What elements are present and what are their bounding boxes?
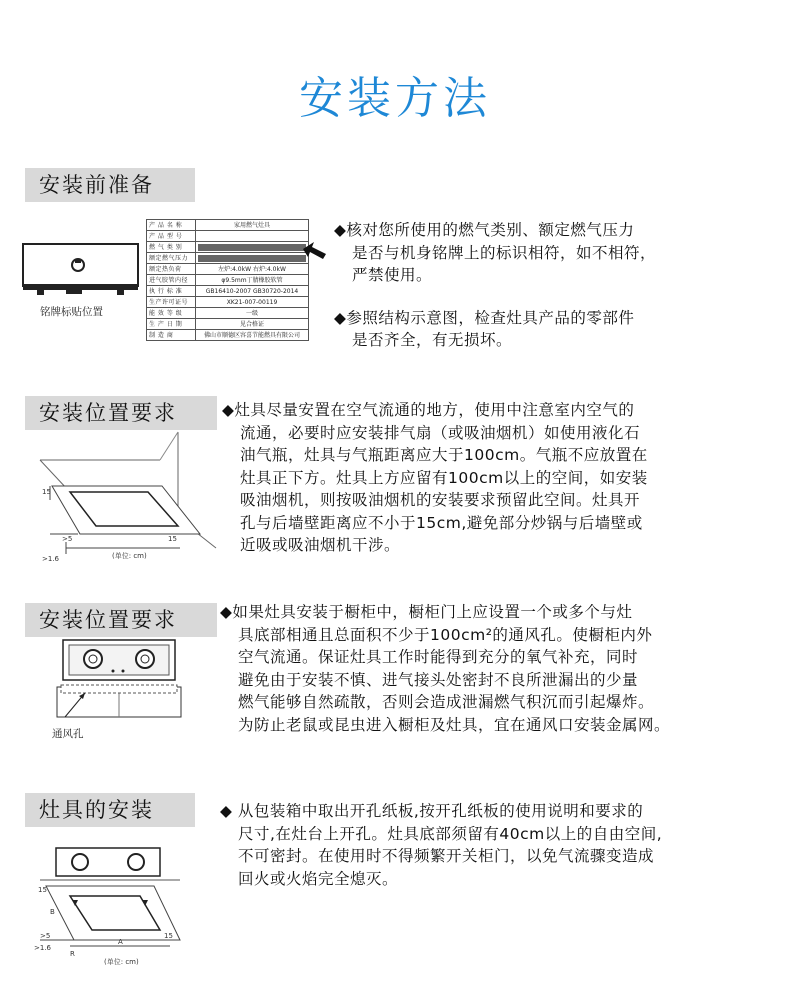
text-line: 避免由于安装不慎、进气接头处密封不良所泄漏出的少量 — [238, 670, 639, 689]
dim-top-label: 15 — [38, 886, 47, 894]
vent-holes — [61, 685, 177, 693]
dim-a-label: A — [118, 938, 123, 946]
spec-row: 生产许可证号 XK21-007-00119 — [147, 297, 309, 308]
dim-right-label: 15 — [168, 535, 177, 543]
text-line: ◆如果灶具安装于橱柜中，橱柜门上应设置一个或多个与灶 — [220, 603, 633, 621]
installation-diagram — [30, 840, 190, 970]
arrow-pointer-icon — [302, 240, 328, 262]
installation-text — [220, 800, 785, 890]
spec-row: 执 行 标 准 GB16410-2007 GB30720-2014 — [147, 286, 309, 297]
spec-row: 产 品 名 称 家用燃气灶具 — [147, 220, 309, 231]
spec-row: 生 产 日 期 见合格证 — [147, 319, 309, 330]
text-line: 是否齐全，有无损坏。 — [352, 331, 513, 349]
nameplate-caption: 铭牌标贴位置 — [40, 306, 103, 318]
cabinet-text — [220, 601, 785, 736]
text-line: 吸油烟机，则按吸油烟机的安装要求预留此空间。灶具开 — [240, 491, 641, 509]
preparation-text — [334, 219, 754, 352]
text-line: 流通，必要时应安装排气扇（或吸油烟机）如使用液化石 — [240, 423, 641, 442]
text-line: ◆核对您所使用的燃气类别、额定燃气压力 — [334, 221, 635, 239]
spec-row: 产 品 型 号 — [147, 231, 309, 242]
text-line: 灶具正下方。灶具上方应留有100cm以上的空间，如安装 — [240, 468, 648, 487]
text-line: 尺寸,在灶台上开孔。灶具底部须留有40cm以上的自由空间, — [238, 824, 663, 843]
text-line: 为防止老鼠或昆虫进入橱柜及灶具，宜在通风口安装金属网。 — [238, 715, 671, 734]
section-label-installation: 灶具的安装 — [25, 793, 195, 827]
text-line: 不可密封。在使用时不得频繁开关柜门，以免气流骤变造成 — [238, 847, 655, 865]
text-line: ◆参照结构示意图，检查灶具产品的零部件 — [334, 308, 635, 327]
gas-type-highlight — [198, 244, 306, 251]
dim-left-b-label: >1.6 — [42, 555, 59, 563]
text-line: 是否与机身铭牌上的标识相符，如不相符， — [352, 243, 657, 262]
spec-row: 额定燃气压力 — [147, 253, 309, 264]
text-line: 具底部相通且总面积不少于100cm²的通风孔。使橱柜内外 — [238, 625, 653, 644]
text-line: ◆灶具尽量安置在空气流通的地方，使用中注意室内空气的 — [222, 401, 635, 419]
dim-b-label: B — [50, 908, 55, 916]
spec-row: 燃 气 类 别 — [147, 242, 309, 253]
burner-icon — [136, 650, 154, 668]
unit-label: (单位: cm) — [104, 958, 139, 966]
spec-row: 能 效 等 级 一级 — [147, 308, 309, 319]
dim-left-a-label: >5 — [62, 535, 73, 543]
text-line: 空气流通。保证灶具工作时能得到充分的氧气补充，同时 — [238, 648, 639, 666]
stove-foot — [117, 290, 124, 295]
position-text — [222, 399, 782, 557]
paragraph — [334, 307, 754, 352]
section-label-position: 安装位置要求 — [25, 396, 217, 430]
text-line: ◆ 从包装箱中取出开孔纸板,按开孔纸板的使用说明和要求的 — [220, 802, 644, 820]
burner-icon — [128, 854, 144, 870]
text-line: 燃气能够自然疏散，否则会造成泄漏燃气积沉而引起爆炸。 — [238, 693, 655, 711]
paragraph — [334, 219, 754, 287]
dim-left-b-label: >1.6 — [34, 944, 51, 952]
dim-right-label: 15 — [164, 932, 173, 940]
burner-icon — [84, 650, 102, 668]
dim-left-a-label: >5 — [40, 932, 51, 940]
page-title: 安装方法 — [299, 73, 491, 124]
spec-row: 额定热负荷 左炉:4.0kW 右炉:4.0kW — [147, 264, 309, 275]
clearance-diagram — [30, 430, 220, 570]
nameplate-marker — [66, 290, 82, 294]
text-line: 孔与后墙壁距离应不小于15cm,避免部分炒锅与后墙壁或 — [240, 513, 643, 532]
cabinet-diagram — [55, 635, 185, 730]
dim-r-label: R — [70, 950, 75, 958]
vent-caption: 通风孔 — [52, 728, 84, 740]
gas-pressure-highlight — [198, 255, 306, 262]
unit-label: (单位: cm) — [112, 552, 147, 560]
burner-icon — [72, 854, 88, 870]
spec-row: 进气胶管内径 φ9.5mm丁腈橡胶软管 — [147, 275, 309, 286]
stove-front-illustration — [22, 236, 140, 304]
section-label-preparation: 安装前准备 — [25, 168, 195, 202]
text-line: 近吸或吸油烟机干涉。 — [240, 536, 401, 554]
stove-base — [23, 284, 138, 290]
section-label-cabinet: 安装位置要求 — [25, 603, 217, 637]
spec-row: 制 造 商 佛山市顺德区容喜节能燃具有限公司 — [147, 330, 309, 341]
stove-foot — [37, 290, 44, 295]
text-line: 油气瓶，灶具与气瓶距离应大于100cm。气瓶不应放置在 — [240, 446, 648, 464]
dim-top-label: 15 — [42, 488, 51, 496]
text-line: 回火或火焰完全熄灭。 — [238, 869, 399, 888]
nameplate-spec-table — [146, 219, 309, 341]
text-line: 严禁使用。 — [352, 266, 433, 284]
